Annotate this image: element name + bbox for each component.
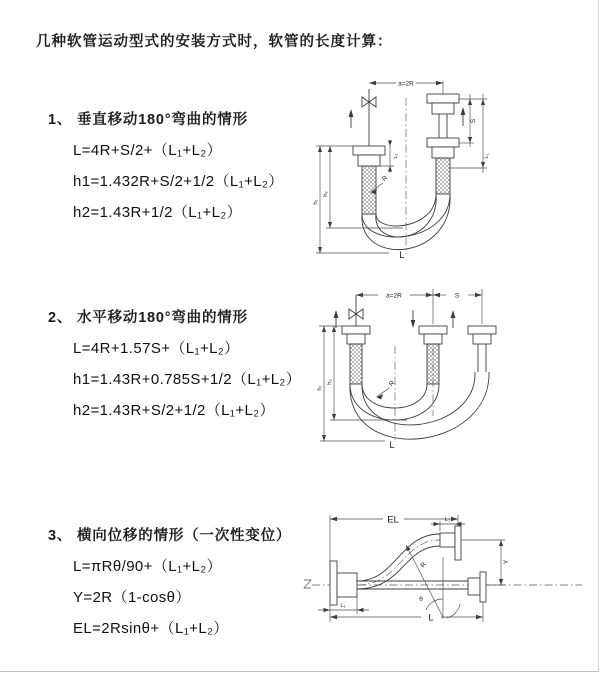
flange — [432, 103, 454, 114]
section-1-formula-L: L=4R+S/2+（L₁+L₂） — [73, 142, 223, 159]
dim-label-radius: R — [419, 561, 429, 570]
dimension-l1-left — [318, 597, 369, 614]
middle-pipe-assembly — [419, 326, 447, 384]
flange — [424, 334, 442, 344]
dim-label-s: S — [470, 118, 477, 124]
braided-hose-section — [427, 344, 439, 384]
flange — [427, 94, 459, 103]
flange — [342, 326, 370, 334]
flange-hub — [337, 573, 357, 597]
hose-curves — [350, 372, 489, 439]
section-2-heading: 2、 水平移动180°弯曲的情形 — [48, 310, 248, 326]
section-vertical-movement — [48, 108, 348, 222]
flange-hub — [468, 578, 480, 595]
page-title: 几种软管运动型式的安装方式时，软管的长度计算： — [36, 33, 393, 50]
dim-label-length: L — [389, 440, 395, 451]
section-2-formula-h1: h1=1.43R+0.785S+1/2（L₁+L₂） — [73, 371, 302, 388]
dim-label-theta: θ — [419, 596, 423, 603]
left-pipe-assembly — [342, 295, 370, 384]
dim-label-s: S — [454, 292, 460, 300]
dimension-s — [450, 94, 490, 173]
diagram-lateral-displacement — [300, 507, 590, 657]
braided-hose-section — [350, 344, 362, 384]
diagram-horizontal-180-bend — [315, 284, 590, 452]
centerline-z-mark — [304, 580, 311, 588]
radius-callout — [376, 379, 396, 399]
section-3-formula-Y: Y=2R（1-cosθ） — [73, 589, 191, 606]
dim-label-a2r: a=2R — [398, 80, 414, 88]
dim-label-radius: R — [380, 174, 390, 184]
flange — [473, 334, 491, 344]
dim-label-l1-left: L₁ — [393, 153, 399, 159]
flange-plate — [455, 526, 461, 560]
flange — [353, 146, 385, 155]
dim-label-h2: h₂ — [327, 379, 333, 385]
dim-label-length: L — [399, 250, 405, 261]
flange-hub — [440, 533, 455, 547]
flange-plate — [330, 561, 337, 605]
diagram-vertical-180-bend — [313, 76, 590, 260]
left-pipe-assembly — [353, 89, 385, 214]
section-1-formula-h2: h2=1.43R+1/2（L₁+L₂） — [73, 204, 243, 221]
section-2-formula-h2: h2=1.43R+S/2+1/2（L₁+L₂） — [73, 402, 275, 419]
flange — [347, 334, 365, 344]
flange — [358, 155, 380, 166]
right-pipe-assembly — [427, 94, 459, 194]
dim-label-l1-top: L₁ — [444, 517, 451, 523]
section-2-formula-L: L=4R+1.57S+（L₁+L₂） — [73, 340, 240, 357]
flange — [432, 147, 454, 158]
dim-label-el: EL — [387, 514, 399, 526]
flange — [427, 138, 459, 147]
displaced-flange-assembly — [440, 526, 461, 560]
left-flange-assembly — [330, 561, 357, 605]
dimension-a-2r-and-s — [356, 289, 482, 324]
dimension-el — [330, 515, 458, 562]
dim-label-h2: h₂ — [323, 191, 329, 197]
flange-plate — [480, 572, 486, 602]
dim-label-l1-right: L₁ — [484, 153, 490, 159]
flange — [468, 326, 496, 334]
dim-label-l1-left: L₁ — [340, 603, 346, 609]
dim-label-length: L — [428, 612, 434, 624]
braided-hose-section — [436, 158, 450, 194]
section-3-formula-EL: EL=2Rsinθ+（L₁+L₂） — [73, 620, 229, 637]
dim-label-a2r: a=2R — [386, 292, 402, 300]
dim-label-y: Y — [503, 559, 510, 565]
section-1-formula-h1: h1=1.432R+S/2+1/2（L₁+L₂） — [73, 173, 284, 190]
dim-label-h1: h₁ — [317, 385, 323, 391]
dim-label-radius: R — [387, 379, 397, 389]
displaced-pipe-assembly — [468, 326, 496, 372]
section-1-heading: 1、 垂直移动180°弯曲的情形 — [48, 112, 248, 128]
section-3-formula-L: L=πRθ/90+（L₁+L₂） — [73, 558, 222, 575]
section-3-heading: 3、 横向位移的情形（一次性变位） — [48, 528, 292, 544]
flange — [419, 326, 447, 334]
right-flange-assembly — [468, 572, 486, 602]
section-horizontal-movement — [48, 306, 348, 420]
dim-label-h1: h₁ — [313, 199, 319, 205]
dimension-a-2r — [369, 81, 443, 95]
